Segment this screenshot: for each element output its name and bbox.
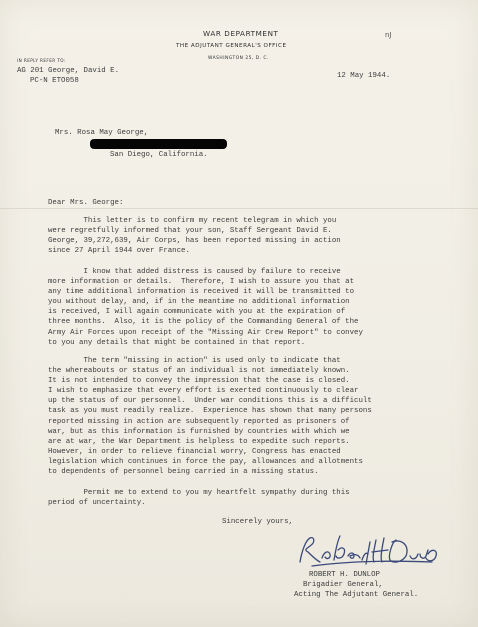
paragraph-line: The term "missing in action" is used only to indicate that <box>48 357 341 365</box>
salutation: Dear Mrs. George: <box>48 199 124 207</box>
paragraph-line: I know that added distress is caused by failure to receive <box>48 268 341 276</box>
paragraph-line: I wish to emphasize that every effort is exerted continuously to clear <box>48 387 359 396</box>
signer-name: ROBERT H. DUNLOP <box>309 571 380 579</box>
paragraph-line: It is not intended to convey the impression that the case is closed. <box>48 377 350 386</box>
paragraph-4 <box>48 488 448 508</box>
paragraph-line: any time additional information is received it will be transmitted to <box>48 288 355 297</box>
paragraph-line: are at war, the War Department is helpless to expedite such reports. <box>48 437 350 446</box>
reference-line-2: PC-N ETO058 <box>30 77 79 85</box>
signer-rank: Brigadier General, <box>303 581 383 589</box>
paragraph-line: Army Air Forces upon receipt of the "Missing Air Crew Report" to convey <box>48 328 363 337</box>
paragraph-line: three months. Also, it is the policy of the Commanding General of the <box>48 318 359 327</box>
paragraph-line: since 27 April 1944 over France. <box>48 247 190 256</box>
paragraph-line: up the status of our personnel. Under war conditions this is a difficult <box>48 397 372 406</box>
paragraph-line: task as you must readily realize. Experience has shown that many persons <box>48 407 372 416</box>
paragraph-line: to dependents of personnel being carried in a missing status. <box>48 468 319 477</box>
reference-line-1: AG 201 George, David E. <box>17 67 120 75</box>
handwritten-signature <box>292 532 442 572</box>
paragraph-line: were regretfully informed that your son, Staff Sergeant David E. <box>48 227 332 236</box>
paragraph-line: George, 39,272,639, Air Corps, has been reported missing in action <box>48 237 341 246</box>
paragraph-line: is received, I will again communicate with you at the expiration of <box>48 308 346 317</box>
paragraph-line: legislation which continues in force the pay, allowances and allotments <box>48 457 363 466</box>
closing: Sincerely yours, <box>222 518 293 526</box>
paragraph-line: the whereabouts or status of an individual is not immediately known. <box>48 367 350 376</box>
paragraph-line: However, in order to relieve financial worry, Congress has enacted <box>48 447 341 456</box>
handwritten-mark: nJ <box>385 31 392 39</box>
reply-refer-label: IN REPLY REFER TO: <box>17 58 66 63</box>
paragraph-1 <box>48 216 448 256</box>
paragraph-line: war, but as this information is furnished by countries with which we <box>48 427 350 436</box>
letterhead-address: WASHINGTON 25, D. C. <box>208 56 269 61</box>
letterhead-office: THE ADJUTANT GENERAL'S OFFICE <box>176 43 287 49</box>
paragraph-2 <box>48 267 448 348</box>
paragraph-line: reported missing in action are subsequently reported as prisoners of <box>48 417 350 426</box>
signer-title: Acting The Adjutant General. <box>294 591 419 599</box>
paragraph-line: Permit me to extend to you my heartfelt sympathy during this <box>48 489 350 497</box>
paragraph-line: period of uncertainty. <box>48 499 146 508</box>
recipient-name: Mrs. Rosa May George, <box>55 129 149 137</box>
paragraph-line: This letter is to confirm my recent telegram in which you <box>48 217 337 225</box>
letter-date: 12 May 1944. <box>337 72 391 80</box>
letterhead-department: WAR DEPARTMENT <box>203 29 279 38</box>
fold-crease <box>0 208 478 209</box>
paragraph-line: you without delay, and, if in the meantime no additional information <box>48 298 350 307</box>
redacted-street-address <box>90 139 227 149</box>
paragraph-line: more information or details. Therefore, I wish to assure you that at <box>48 278 355 287</box>
recipient-city: San Diego, California. <box>110 151 208 159</box>
paragraph-3 <box>48 356 448 477</box>
paragraph-line: to you any details that might be contained in that report. <box>48 338 306 347</box>
